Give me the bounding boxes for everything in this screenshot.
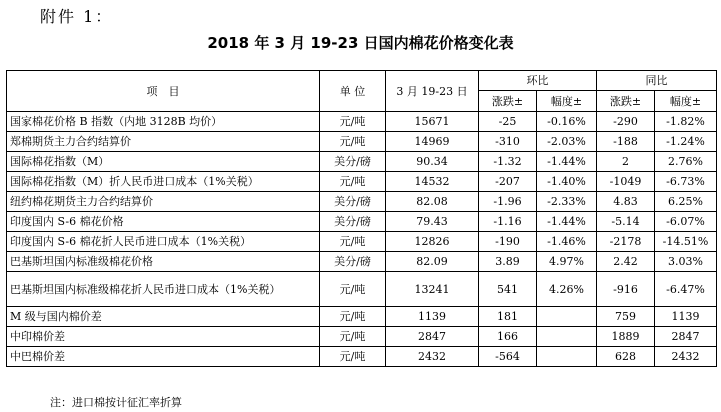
cell-value: 13241 [386, 272, 479, 307]
cell-value: 79.43 [386, 212, 479, 232]
attachment-label: 附件 1： [40, 7, 114, 26]
cell-unit: 美分/磅 [320, 152, 386, 172]
cell-mom-change: -207 [479, 172, 537, 192]
cell-yoy-change: -188 [597, 132, 655, 152]
cell-mom-change: 3.89 [479, 252, 537, 272]
cell-unit: 美分/磅 [320, 212, 386, 232]
table-row [7, 327, 717, 347]
cell-yoy-change: 2 [597, 152, 655, 172]
footnote: 注：进口棉按计征汇率折算 [50, 396, 182, 409]
cell-mom-change: -190 [479, 232, 537, 252]
cell-item: 巴基斯坦国内标准级棉花价格 [7, 252, 320, 272]
table-row [7, 172, 717, 192]
cell-unit: 元/吨 [320, 347, 386, 367]
cell-value: 12826 [386, 232, 479, 252]
cell-mom-change: -1.32 [479, 152, 537, 172]
cell-mom-pct: -1.46% [537, 232, 597, 252]
cell-mom-pct: 4.97% [537, 252, 597, 272]
cell-item: 郑棉期货主力合约结算价 [7, 132, 320, 152]
cell-unit: 元/吨 [320, 272, 386, 307]
cell-yoy-change: -2178 [597, 232, 655, 252]
cell-yoy-change: -5.14 [597, 212, 655, 232]
cell-yoy-change: -916 [597, 272, 655, 307]
cell-unit: 元/吨 [320, 307, 386, 327]
cell-item: M 级与国内棉价差 [7, 307, 320, 327]
cell-yoy-pct: 1139 [655, 307, 717, 327]
cell-value: 2432 [386, 347, 479, 367]
header-mom-change: 涨跌± [479, 91, 537, 112]
cell-mom-change: -25 [479, 112, 537, 132]
cell-yoy-pct: -6.47% [655, 272, 717, 307]
cell-value: 82.08 [386, 192, 479, 212]
table-row [7, 152, 717, 172]
cell-mom-change: 181 [479, 307, 537, 327]
cell-unit: 元/吨 [320, 232, 386, 252]
cell-value: 2847 [386, 327, 479, 347]
cell-mom-change: -1.96 [479, 192, 537, 212]
table-body [7, 112, 717, 367]
cell-yoy-change: 4.83 [597, 192, 655, 212]
cell-mom-change: -310 [479, 132, 537, 152]
cell-item: 巴基斯坦国内标准级棉花折人民币进口成本（1%关税） [7, 272, 320, 307]
cell-yoy-change: 759 [597, 307, 655, 327]
cell-item: 纽约棉花期货主力合约结算价 [7, 192, 320, 212]
cell-item: 中印棉价差 [7, 327, 320, 347]
cell-mom-pct: -1.44% [537, 152, 597, 172]
cell-yoy-change: 1889 [597, 327, 655, 347]
cell-yoy-pct: -1.82% [655, 112, 717, 132]
cell-yoy-change: -1049 [597, 172, 655, 192]
cell-mom-pct [537, 307, 597, 327]
header-unit: 单 位 [320, 71, 386, 112]
cell-item: 国际棉花指数（M）折人民币进口成本（1%关税） [7, 172, 320, 192]
cell-yoy-change: 628 [597, 347, 655, 367]
table-row [7, 307, 717, 327]
cell-value: 82.09 [386, 252, 479, 272]
table-row [7, 212, 717, 232]
cell-yoy-pct: 2.76% [655, 152, 717, 172]
cell-yoy-pct: 6.25% [655, 192, 717, 212]
cell-item: 印度国内 S-6 棉花价格 [7, 212, 320, 232]
cell-yoy-change: 2.42 [597, 252, 655, 272]
cell-yoy-pct: 2432 [655, 347, 717, 367]
cell-item: 中巴棉价差 [7, 347, 320, 367]
table-row [7, 132, 717, 152]
cell-unit: 元/吨 [320, 327, 386, 347]
header-mom-pct: 幅度± [537, 91, 597, 112]
cell-mom-pct [537, 327, 597, 347]
cell-yoy-pct: -1.24% [655, 132, 717, 152]
cell-value: 90.34 [386, 152, 479, 172]
cell-value: 14532 [386, 172, 479, 192]
table-row [7, 347, 717, 367]
table-row [7, 272, 717, 307]
cell-mom-change: -564 [479, 347, 537, 367]
table-row [7, 252, 717, 272]
table-row [7, 112, 717, 132]
cell-yoy-pct: -14.51% [655, 232, 717, 252]
cell-item: 印度国内 S-6 棉花折人民币进口成本（1%关税） [7, 232, 320, 252]
cell-value: 1139 [386, 307, 479, 327]
cotton-price-table [6, 70, 717, 367]
cell-value: 14969 [386, 132, 479, 152]
cell-mom-pct: -2.33% [537, 192, 597, 212]
table-row [7, 232, 717, 252]
cell-yoy-pct: 3.03% [655, 252, 717, 272]
header-item: 项 目 [7, 71, 320, 112]
header-yoy-change: 涨跌± [597, 91, 655, 112]
cell-mom-pct [537, 347, 597, 367]
cell-mom-pct: -1.40% [537, 172, 597, 192]
cell-item: 国家棉花价格 B 指数（内地 3128B 均价） [7, 112, 320, 132]
cell-mom-change: -1.16 [479, 212, 537, 232]
cell-mom-pct: 4.26% [537, 272, 597, 307]
cell-mom-pct: -1.44% [537, 212, 597, 232]
header-yoy: 同比 [597, 71, 717, 91]
cell-mom-pct: -2.03% [537, 132, 597, 152]
cell-unit: 美分/磅 [320, 252, 386, 272]
cell-item: 国际棉花指数（M） [7, 152, 320, 172]
cell-mom-change: 166 [479, 327, 537, 347]
cell-yoy-pct: -6.73% [655, 172, 717, 192]
cell-yoy-change: -290 [597, 112, 655, 132]
header-yoy-pct: 幅度± [655, 91, 717, 112]
cell-value: 15671 [386, 112, 479, 132]
cell-unit: 元/吨 [320, 132, 386, 152]
cell-unit: 美分/磅 [320, 192, 386, 212]
page-title: 2018 年 3 月 19-23 日国内棉花价格变化表 [207, 34, 514, 52]
cell-yoy-pct: -6.07% [655, 212, 717, 232]
header-period: 3 月 19-23 日 [386, 71, 479, 112]
header-mom: 环比 [479, 71, 597, 91]
cell-mom-change: 541 [479, 272, 537, 307]
cell-unit: 元/吨 [320, 172, 386, 192]
table-row [7, 192, 717, 212]
cell-yoy-pct: 2847 [655, 327, 717, 347]
cell-unit: 元/吨 [320, 112, 386, 132]
cell-mom-pct: -0.16% [537, 112, 597, 132]
